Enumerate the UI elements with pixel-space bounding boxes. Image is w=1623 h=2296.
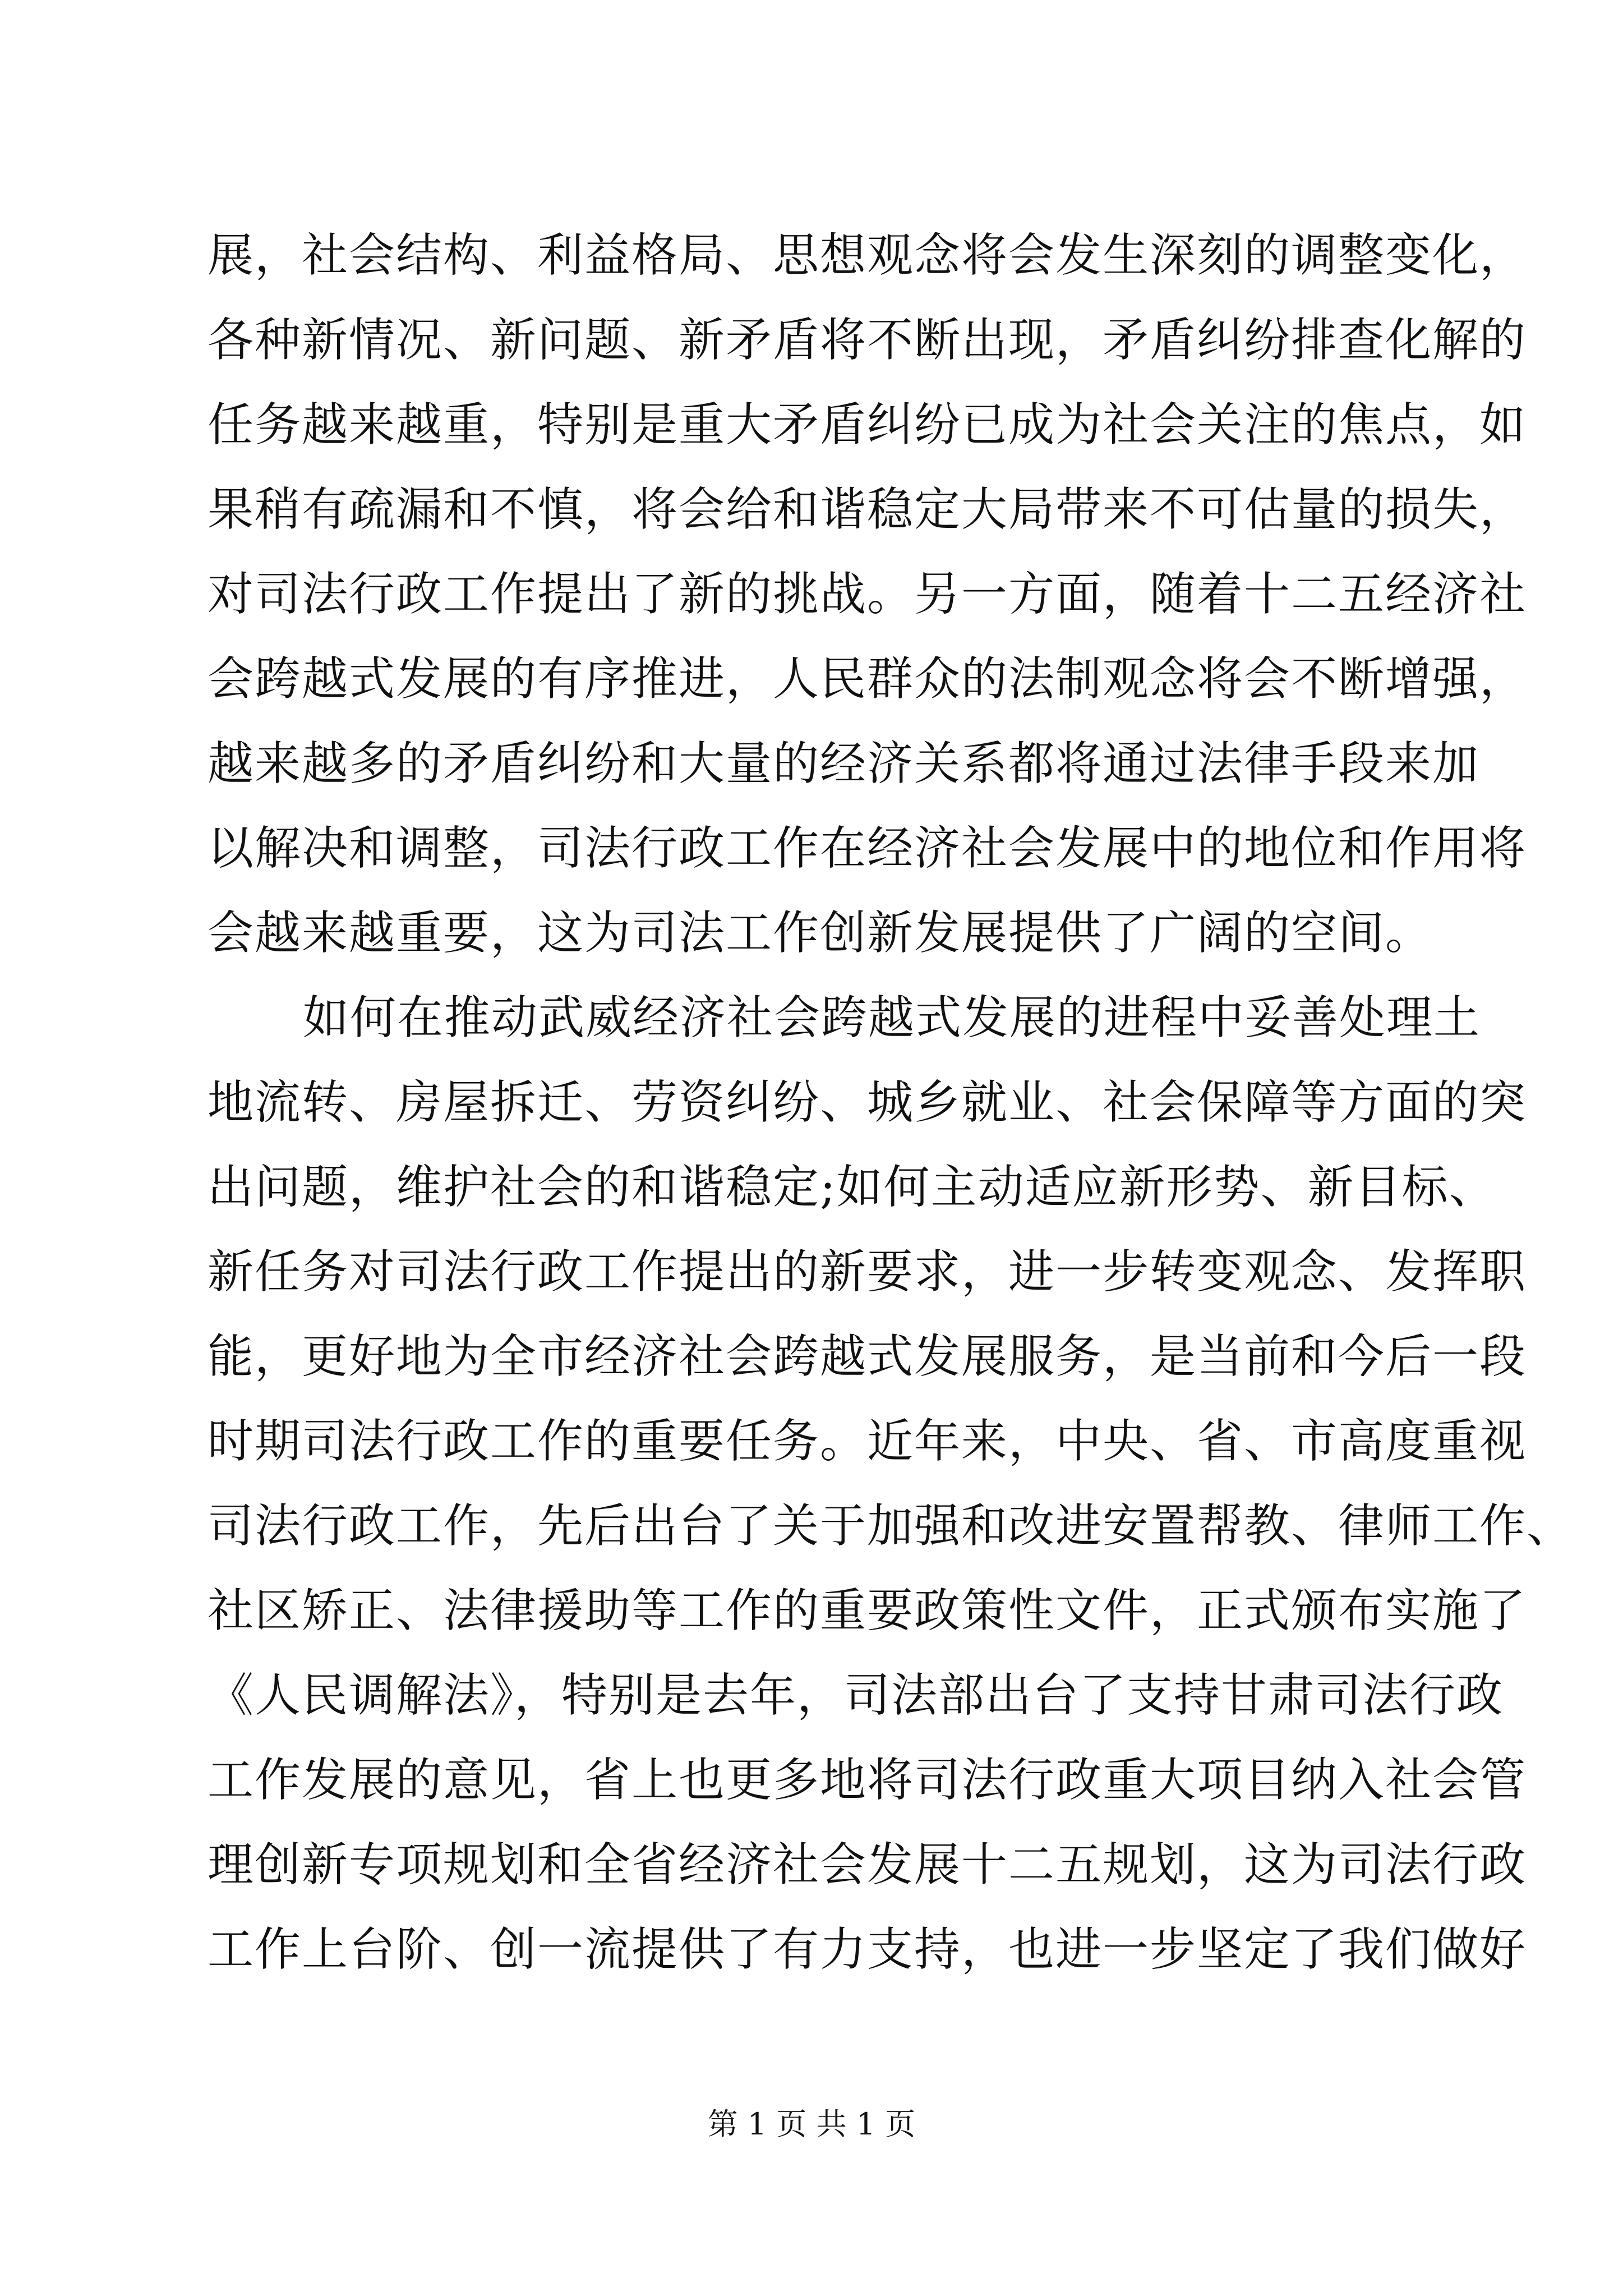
text-line: 时期司法行政工作的重要任务。近年来，中央、省、市高度重视	[208, 1415, 1527, 1468]
text-line: 越来越多的矛盾纠纷和大量的经济关系都将通过法律手段来加	[208, 737, 1480, 790]
text-line: 如何在推动武威经济社会跨越式发展的进程中妥善处理土	[303, 991, 1481, 1045]
text-line: 《人民调解法》，特别是去年，司法部出台了支持甘肃司法行政	[208, 1669, 1504, 1722]
text-line: 地流转、房屋拆迁、劳资纠纷、城乡就业、社会保障等方面的突	[208, 1076, 1527, 1129]
text-line: 社区矫正、法律援助等工作的重要政策性文件，正式颁布实施了	[208, 1584, 1527, 1637]
text-line: 新任务对司法行政工作提出的新要求，进一步转变观念、发挥职	[208, 1245, 1527, 1299]
document-body	[208, 213, 1574, 1992]
text-line: 对司法行政工作提出了新的挑战。另一方面，随着十二五经济社	[208, 568, 1527, 621]
text-line: 工作上台阶、创一流提供了有力支持，也进一步坚定了我们做好	[208, 1923, 1527, 1976]
text-line: 会越来越重要，这为司法工作创新发展提供了广阔的空间。	[208, 907, 1433, 960]
text-line: 能，更好地为全市经济社会跨越式发展服务，是当前和今后一段	[208, 1330, 1527, 1383]
page-number-label: 第 1 页 共 1 页	[707, 2106, 916, 2142]
paragraph-2	[208, 976, 1574, 1992]
text-line: 各种新情况、新问题、新矛盾将不断出现，矛盾纠纷排查化解的	[208, 314, 1527, 367]
text-line: 任务越来越重，特别是重大矛盾纠纷已成为社会关注的焦点，如	[208, 398, 1527, 452]
text-line: 果稍有疏漏和不慎，将会给和谐稳定大局带来不可估量的损失，	[208, 483, 1527, 536]
text-line: 出问题，维护社会的和谐稳定;如何主动适应新形势、新目标、	[208, 1161, 1496, 1214]
text-line: 司法行政工作，先后出台了关于加强和改进安置帮教、律师工作、	[208, 1499, 1574, 1553]
text-line: 展，社会结构、利益格局、思想观念将会发生深刻的调整变化，	[208, 229, 1527, 282]
paragraph-1	[208, 213, 1527, 976]
text-line: 理创新专项规划和全省经济社会发展十二五规划，这为司法行政	[208, 1838, 1527, 1892]
text-line: 会跨越式发展的有序推进，人民群众的法制观念将会不断增强，	[208, 652, 1527, 706]
text-line: 以解决和调整，司法行政工作在经济社会发展中的地位和作用将	[208, 822, 1527, 875]
page-footer	[0, 2105, 1623, 2144]
text-line: 工作发展的意见，省上也更多地将司法行政重大项目纳入社会管	[208, 1754, 1527, 1807]
